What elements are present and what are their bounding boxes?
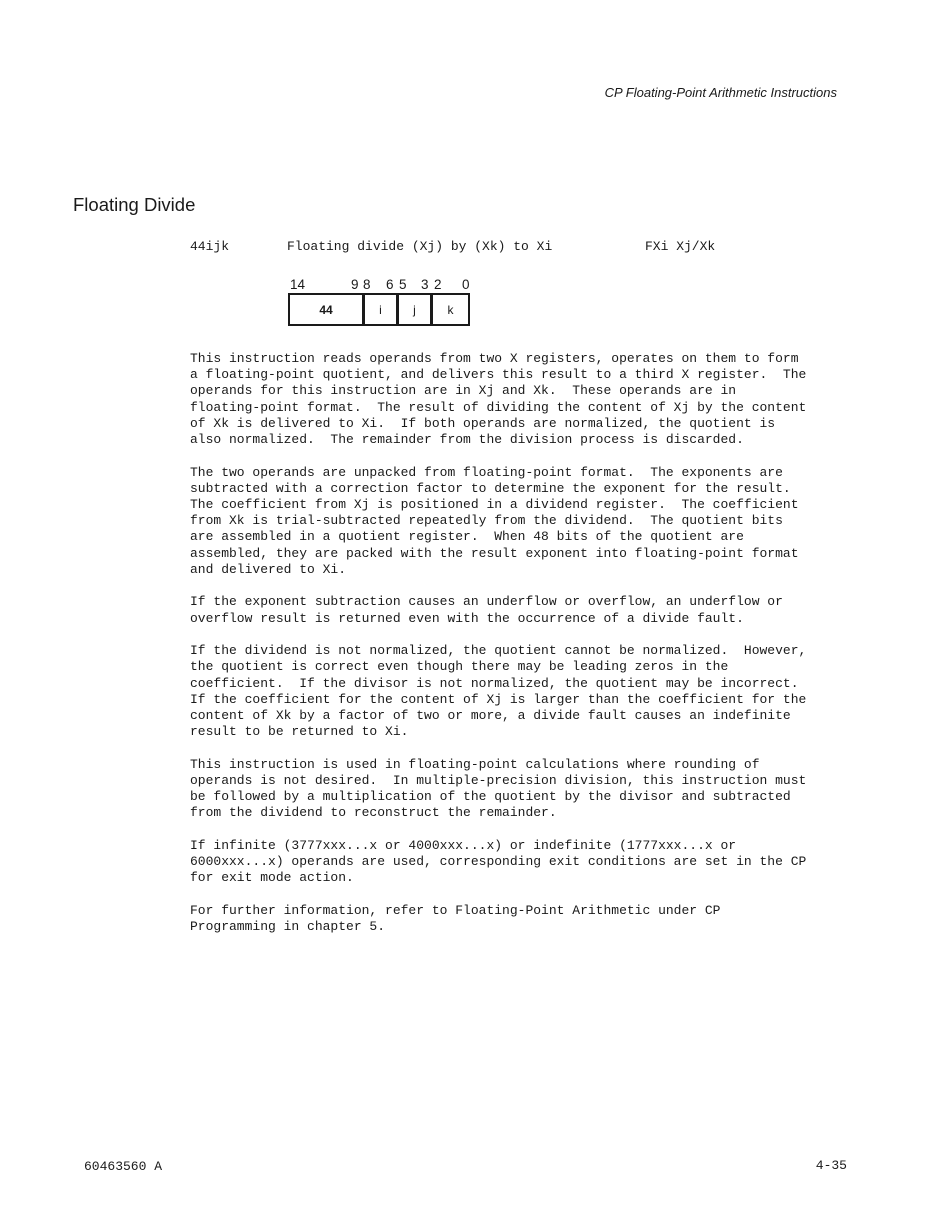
text-line: be followed by a multiplication of the quotient by the divisor and subtracted <box>190 789 791 805</box>
text-line: The two operands are unpacked from floating-point format. The exponents are <box>190 464 783 480</box>
text-line: If the exponent subtraction causes an underflow or overflow, an underflow or <box>190 594 783 610</box>
text-line: the quotient is correct even though there may be leading zeros in the <box>190 659 729 675</box>
text-line: The coefficient from Xj is positioned in a dividend register. The coefficient <box>190 497 799 513</box>
body-text <box>190 351 850 952</box>
bit-position-label: 6 <box>386 277 394 292</box>
bit-position-label: 0 <box>462 277 470 292</box>
instruction-format-diagram <box>287 277 477 329</box>
text-line: from Xk is trial-subtracted repeatedly from the dividend. The quotient bits <box>190 513 783 529</box>
k-field: k <box>432 293 470 326</box>
text-line: This instruction is used in floating-point calculations where rounding of <box>190 756 760 772</box>
text-line: assembled, they are packed with the result exponent into floating-point format <box>190 545 799 561</box>
instruction-summary <box>190 239 830 257</box>
body-paragraph <box>190 594 850 626</box>
text-line: overflow result is returned even with the occurrence of a divide fault. <box>190 610 744 626</box>
j-field: j <box>398 293 432 326</box>
body-paragraph <box>190 903 850 935</box>
footer-page-number: 4-35 <box>815 1158 847 1173</box>
text-line: 6000xxx...x) operands are used, corresponding exit conditions are set in the CP <box>190 854 807 870</box>
text-line: and delivered to Xi. <box>190 561 347 577</box>
bit-position-label: 8 <box>363 277 371 292</box>
text-line: If the dividend is not normalized, the quotient cannot be normalized. However, <box>190 643 807 659</box>
body-paragraph <box>190 838 850 887</box>
body-paragraph <box>190 757 850 822</box>
opcode-field: 44 <box>288 293 364 326</box>
text-line: for exit mode action. <box>190 870 354 886</box>
bit-position-label: 14 <box>290 277 306 292</box>
text-line: coefficient. If the divisor is not normalized, the quotient may be incorrect. <box>190 675 799 691</box>
text-line: subtracted with a correction factor to determine the exponent for the result. <box>190 480 791 496</box>
body-paragraph <box>190 465 850 578</box>
i-field: i <box>364 293 398 326</box>
text-line: If the coefficient for the content of Xj is larger than the coefficient for the <box>190 691 807 707</box>
bit-position-label: 3 <box>421 277 429 292</box>
text-line: content of Xk by a factor of two or more, a divide fault causes an indefinite <box>190 708 791 724</box>
section-title: Floating Divide <box>73 194 196 215</box>
text-line: a floating-point quotient, and delivers this result to a third X register. The <box>190 367 807 383</box>
instruction-description: Floating divide (Xj) by (Xk) to Xi <box>287 239 553 254</box>
body-paragraph <box>190 351 850 448</box>
text-line: floating-point format. The result of dividing the content of Xj by the content <box>190 399 807 415</box>
text-line: from the dividend to reconstruct the remainder. <box>190 805 557 821</box>
text-line: If infinite (3777xxx...x or 4000xxx...x) or indefinite (1777xxx...x or <box>190 838 737 854</box>
bit-position-label: 5 <box>399 277 407 292</box>
text-line: operands for this instruction are in Xj and Xk. These operands are in <box>190 383 737 399</box>
text-line: operands is not desired. In multiple-precision division, this instruction must <box>190 773 807 789</box>
footer-document-number: 60463560 A <box>84 1159 163 1174</box>
instruction-mnemonic: FXi Xj/Xk <box>645 239 716 254</box>
text-line: result to be returned to Xi. <box>190 724 409 740</box>
text-line: This instruction reads operands from two X registers, operates on them to form <box>190 351 799 366</box>
instruction-opcode: 44ijk <box>190 239 230 254</box>
text-line: are assembled in a quotient register. When 48 bits of the quotient are <box>190 529 744 545</box>
text-line: also normalized. The remainder from the division process is discarded. <box>190 432 744 448</box>
text-line: of Xk is delivered to Xi. If both operands are normalized, the quotient is <box>190 415 776 431</box>
bit-position-label: 2 <box>434 277 442 292</box>
bit-position-label: 9 <box>351 277 359 292</box>
text-line: For further information, refer to Floating-Point Arithmetic under CP <box>190 903 721 919</box>
text-line: Programming in chapter 5. <box>190 919 386 935</box>
running-header: CP Floating-Point Arithmetic Instructions <box>604 85 837 100</box>
body-paragraph <box>190 643 850 740</box>
